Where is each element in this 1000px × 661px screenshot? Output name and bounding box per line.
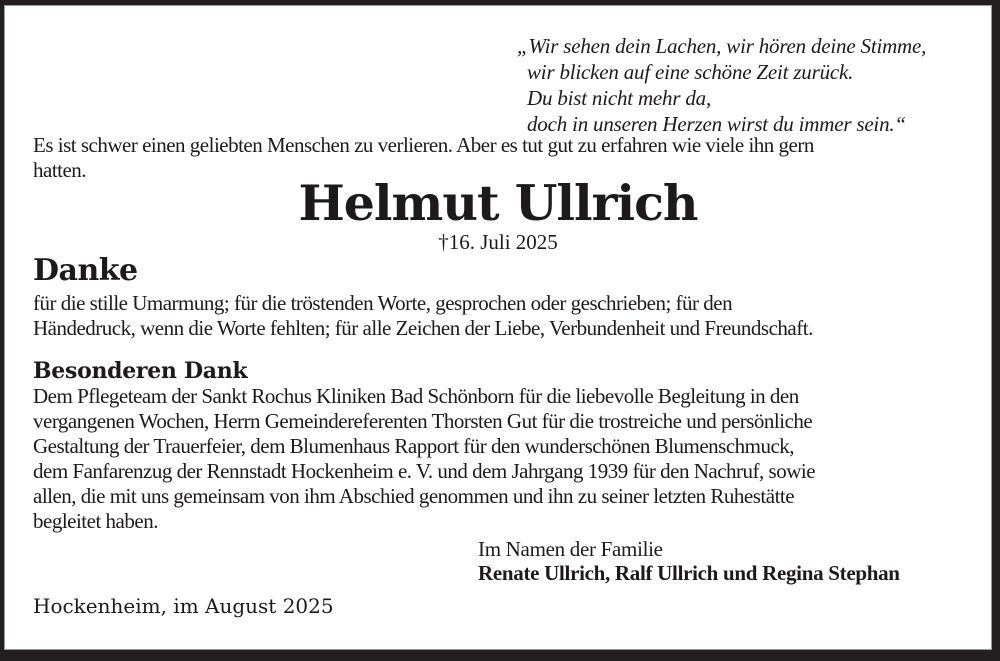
place-date-line: Hockenheim, im August 2025 — [33, 594, 334, 618]
death-date: †16. Juli 2025 — [438, 230, 558, 254]
deceased-name: Helmut Ullrich — [298, 174, 698, 232]
intro-line: Es ist schwer einen geliebten Menschen zu verlieren. Aber es tut gut zu erfahren wie viele ihn gern — [33, 133, 814, 157]
special-thanks-line: begleitet haben. — [33, 509, 158, 533]
quote-line: doch in unseren Herzen wirst du immer sein.“ — [527, 112, 906, 136]
in-name-of-family: Im Namen der Familie — [478, 537, 663, 561]
special-thanks-text — [33, 384, 815, 534]
special-thanks-line: Dem Pflegeteam der Sankt Rochus Kliniken Bad Schönborn für die liebevolle Begleitung in den — [33, 384, 799, 408]
intro-line: hatten. — [33, 158, 87, 182]
thanks-heading: Danke — [33, 253, 138, 288]
thanks-line: Händedruck, wenn die Worte fehlten; für alle Zeichen der Liebe, Verbundenheit und Freundschaft. — [33, 316, 813, 340]
special-thanks-line: dem Fanfarenzug der Rennstadt Hockenheim e. V. und dem Jahrgang 1939 für den Nachruf, sowie — [33, 459, 816, 483]
quote-line: „Wir sehen dein Lachen, wir hören deine Stimme, — [517, 34, 927, 58]
special-thanks-line: vergangenen Wochen, Herrn Gemeindereferenten Thorsten Gut für die trostreiche und persönliche — [33, 409, 813, 433]
memorial-quote — [517, 33, 926, 137]
quote-line: wir blicken auf eine schöne Zeit zurück. — [527, 60, 854, 84]
special-thanks-line: Gestaltung der Trauerfeier, dem Blumenhaus Rapport für den wunderschönen Blumenschmuck, — [33, 434, 795, 458]
special-thanks-heading: Besonderen Dank — [33, 358, 248, 384]
thanks-text — [33, 291, 813, 341]
quote-line: Du bist nicht mehr da, — [527, 86, 712, 110]
thanks-line: für die stille Umarmung; für die tröstenden Worte, gesprochen oder geschrieben; für den — [33, 291, 733, 315]
family-signature: Renate Ullrich, Ralf Ullrich und Regina Stephan — [478, 561, 900, 585]
special-thanks-line: allen, die mit uns gemeinsam von ihm Abschied genommen und ihn zu seiner letzten Ruhestätte — [33, 484, 795, 508]
family-signature-block — [478, 537, 900, 585]
